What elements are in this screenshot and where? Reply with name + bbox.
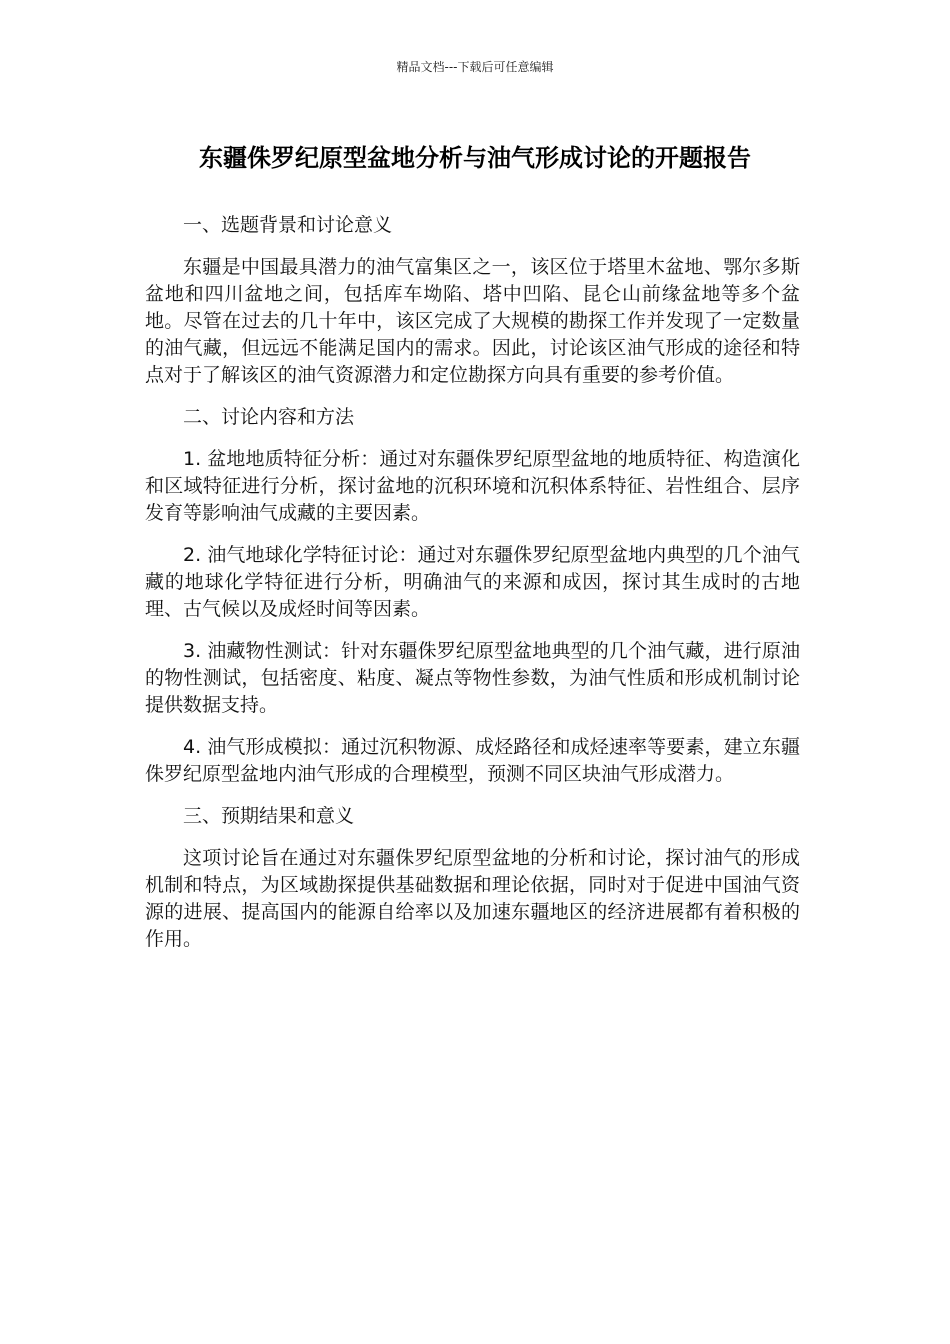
document-title: 东疆侏罗纪原型盆地分析与油气形成讨论的开题报告 [199,144,751,172]
paragraph-formation-modeling: 4. 油气形成模拟：通过沉积物源、成烃路径和成烃速率等要素，建立东疆侏罗纪原型盆地内油气形成的合理模型，预测不同区块油气形成潜力。 [145,736,800,785]
paragraph-geochemistry: 2. 油气地球化学特征讨论：通过对东疆侏罗纪原型盆地内典型的几个油气藏的地球化学特征进行分析，明确油气的来源和成因，探讨其生成时的古地理、古气候以及成烃时间等因素。 [145,544,800,620]
section-heading-content-methods: 二、讨论内容和方法 [183,406,355,428]
paragraph-physical-testing: 3. 油藏物性测试：针对东疆侏罗纪原型盆地典型的几个油气藏，进行原油的物性测试，包括密度、粘度、凝点等物性参数，为油气性质和形成机制讨论提供数据支持。 [145,640,800,716]
document-body [145,212,800,968]
paragraph-expected-results: 这项讨论旨在通过对东疆侏罗纪原型盆地的分析和讨论，探讨油气的形成机制和特点，为区域勘探提供基础数据和理论依据，同时对于促进中国油气资源的进展、提高国内的能源自给率以及加速东疆地区的经济进展都有着积极的作用。 [145,847,800,950]
section-heading-expected-results: 三、预期结果和意义 [183,805,355,827]
paragraph-background: 东疆是中国最具潜力的油气富集区之一，该区位于塔里木盆地、鄂尔多斯盆地和四川盆地之间，包括库车坳陷、塔中凹陷、昆仑山前缘盆地等多个盆地。尽管在过去的几十年中，该区完成了大规模的勘探工作并发现了一定数量的油气藏，但远远不能满足国内的需求。因此，讨论该区油气形成的途径和特点对于了解该区的油气资源潜力和定位勘探方向具有重要的参考价值。 [145,256,800,386]
section-heading-background: 一、选题背景和讨论意义 [183,214,393,236]
header-note: 精品文档---下载后可任意编辑 [396,60,554,74]
paragraph-basin-geology: 1. 盆地地质特征分析：通过对东疆侏罗纪原型盆地的地质特征、构造演化和区域特征进行分析，探讨盆地的沉积环境和沉积体系特征、岩性组合、层序发育等影响油气成藏的主要因素。 [145,448,800,524]
